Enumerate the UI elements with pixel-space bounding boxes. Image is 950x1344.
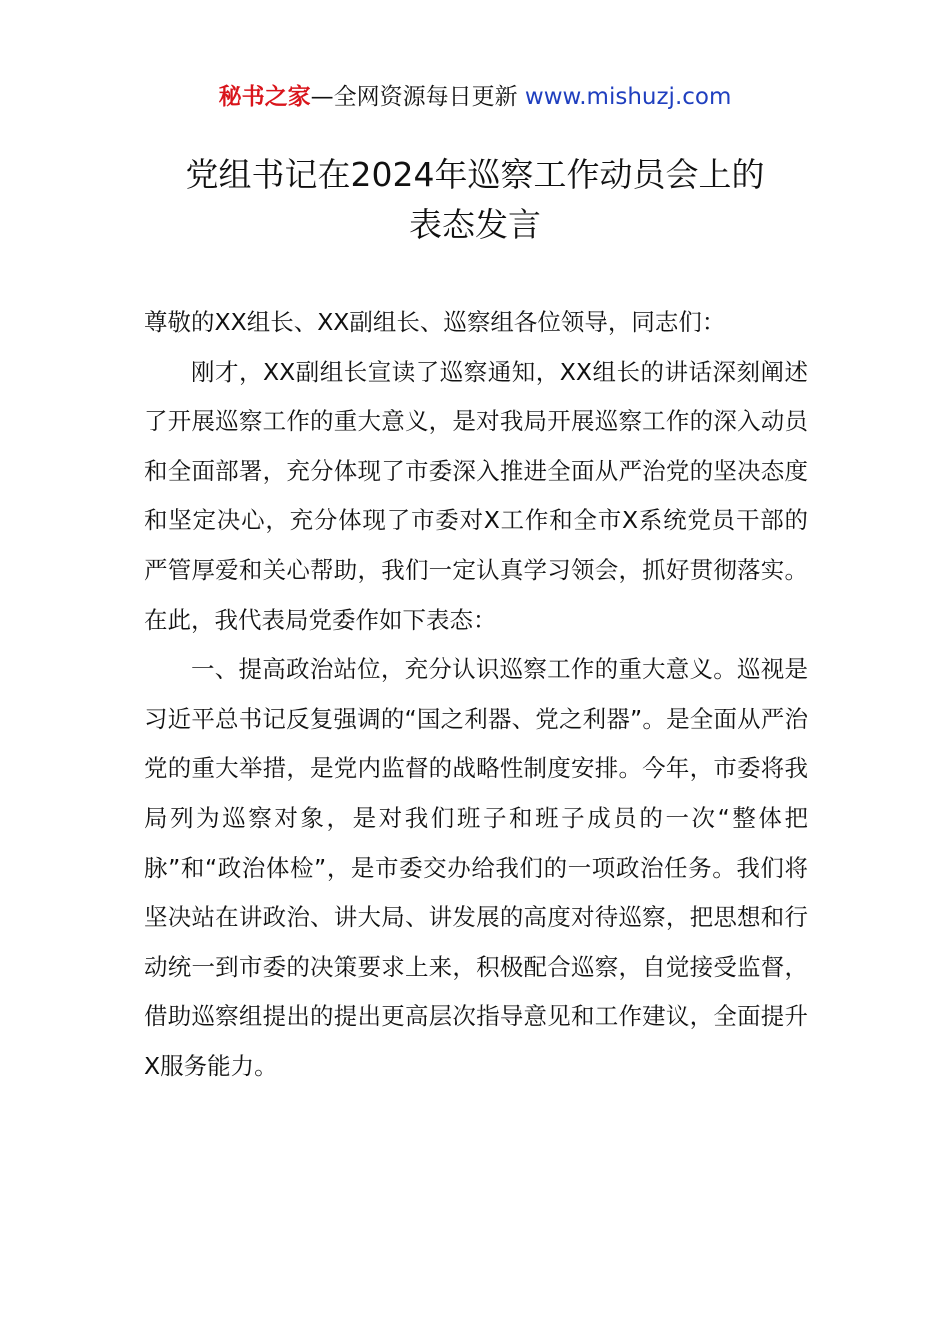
header-slogan: —全网资源每日更新 <box>310 84 518 110</box>
document-body <box>144 298 808 1092</box>
paragraph: 刚才，XX副组长宣读了巡察通知，XX组长的讲话深刻阐述了开展巡察工作的重大意义，是对我局开展巡察工作的深入动员和全面部署，充分体现了市委深入推进全面从严治党的坚决态度和坚定决心，充分体现了市委对X工作和全市X系统党员干部的严管厚爱和关心帮助，我们一定认真学习领会，抓好贯彻落实。在此，我代表局党委作如下表态： <box>144 357 808 634</box>
site-url-link[interactable]: www.mishuzj.com <box>524 84 732 110</box>
brand-name: 秘书之家 <box>218 84 311 110</box>
site-header <box>0 80 950 114</box>
document-title <box>0 150 950 250</box>
salutation: 尊敬的XX组长、XX副组长、巡察组各位领导，同志们： <box>144 308 726 336</box>
title-line-2: 表态发言 <box>409 205 541 244</box>
title-line-1: 党组书记在2024年巡察工作动员会上的 <box>185 155 765 194</box>
paragraph: 一、提高政治站位，充分认识巡察工作的重大意义。巡视是习近平总书记反复强调的“国之利器、党之利器”。是全面从严治党的重大举措，是党内监督的战略性制度安排。今年，市委将我局列为巡察对象，是对我们班子和班子成员的一次“整体把脉”和“政治体检”，是市委交办给我们的一项政治任务。我们将坚决站在讲政治、讲大局、讲发展的高度对待巡察，把思想和行动统一到市委的决策要求上来，积极配合巡察，自觉接受监督，借助巡察组提出的提出更高层次指导意见和工作建议，全面提升X服务能力。 <box>144 655 808 1080</box>
